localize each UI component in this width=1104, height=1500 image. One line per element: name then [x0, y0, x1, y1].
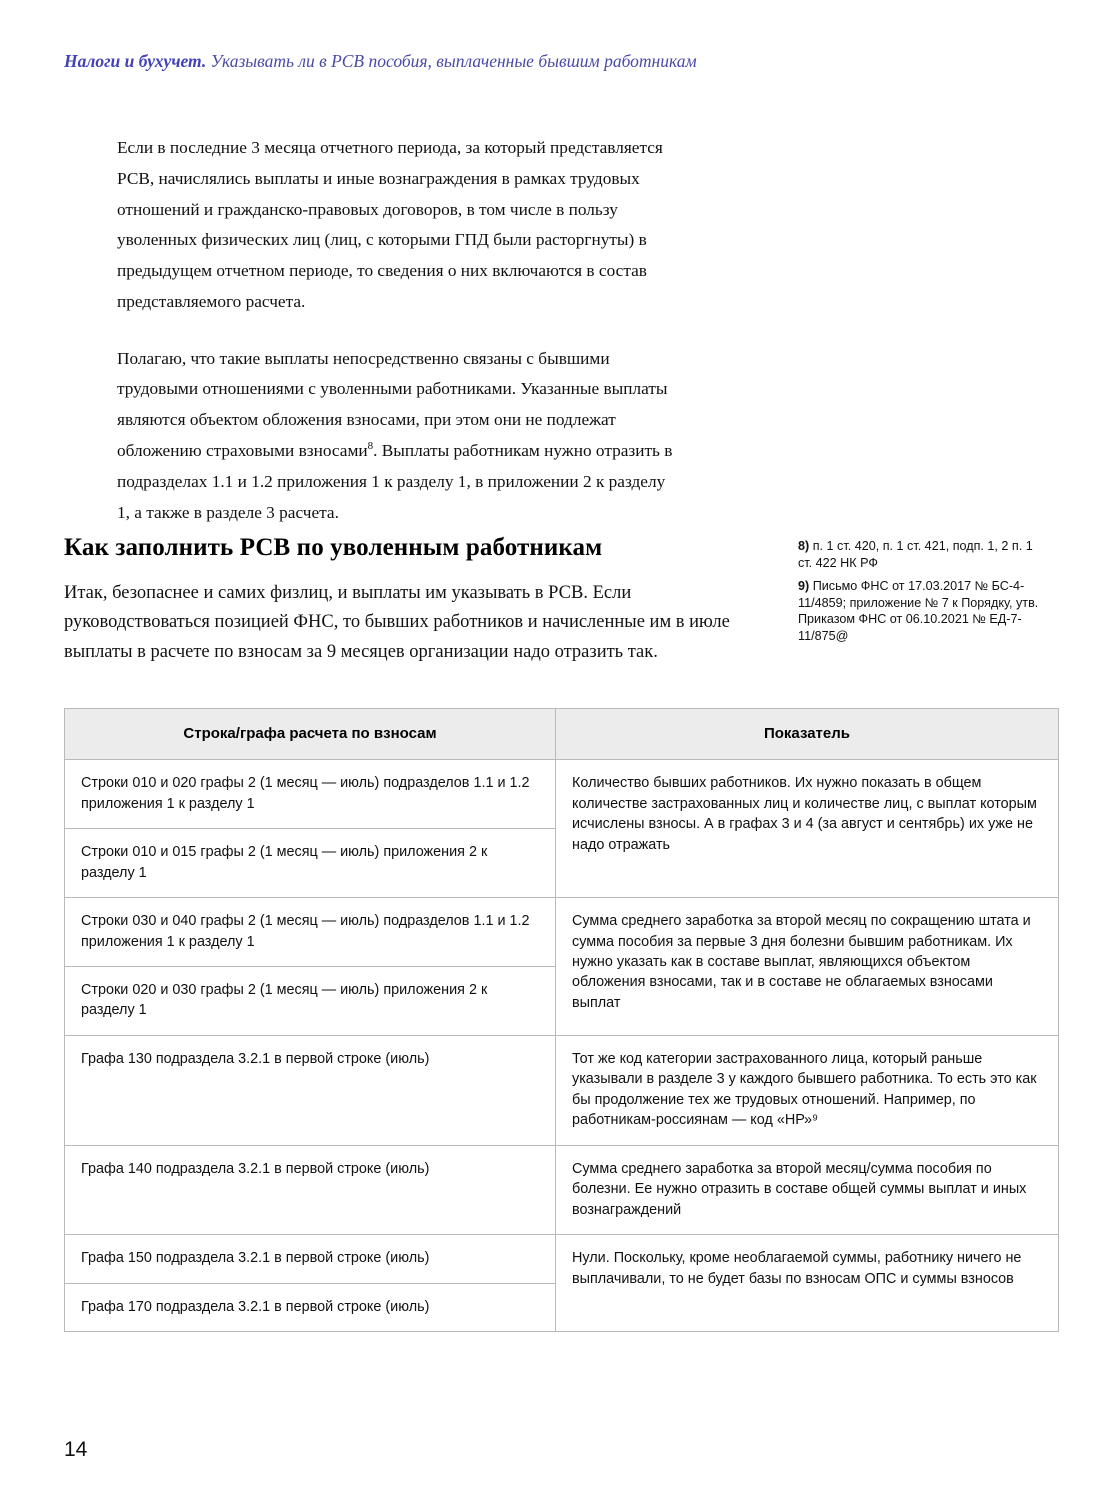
paragraph-1: Если в последние 3 месяца отчетного периода, за который представляется РСВ, начислялись выплаты и иные вознаграждения в рамках трудовых отношений и гражданско-правовых договоров, в том числе в пользу уволенных физических лиц (лиц, с которыми ГПД были расторгнуты) в предыдущем отчетном периоде, то сведения о них включаются в состав представляемого расчета. [117, 138, 663, 311]
table-cell-line: Строки 010 и 020 графы 2 (1 месяц — июль) подразделов 1.1 и 1.2 приложения 1 к разделу 1 [65, 760, 556, 829]
table-cell-line: Графа 140 подраздела 3.2.1 в первой строке (июль) [65, 1145, 556, 1234]
page-number: 14 [64, 1438, 88, 1461]
table-body [65, 760, 1059, 1332]
rsv-table [64, 708, 1059, 1332]
margin-note-8-number: 8) [798, 539, 810, 553]
table-cell-line: Строки 030 и 040 графы 2 (1 месяц — июль) подразделов 1.1 и 1.2 приложения 1 к разделу 1 [65, 898, 556, 967]
table-head [65, 709, 1059, 760]
running-header [64, 50, 1044, 73]
table-header-row [65, 709, 1059, 760]
paragraph-2-text-a: Полагаю, что такие выплаты непосредственно связаны с бывшими трудовыми отношениями с уволенными работниками. Указанные выплаты являются объектом обложения взносами, при этом они не подлежат обложению страховыми взносами [117, 348, 668, 461]
table-cell-indicator: Нули. Поскольку, кроме необлагаемой суммы, работнику ничего не выплачивали, то не будет базы по взносам ОПС и суммы взносов [556, 1235, 1059, 1332]
running-header-title: Указывать ли в РСВ пособия, выплаченные бывшим работникам [206, 51, 697, 71]
table-cell-line: Графа 170 подраздела 3.2.1 в первой строке (июль) [65, 1283, 556, 1331]
table-row [65, 1235, 1059, 1283]
table-cell-indicator: Тот же код категории застрахованного лица, который раньше указывали в разделе 3 у каждого бывшего работника. То есть это как бы продолжение тех же трудовых отношений. Например, по работникам-россиянам — код «НР»⁹ [556, 1035, 1059, 1145]
table-row [65, 898, 1059, 967]
margin-note-8-text: п. 1 ст. 420, п. 1 ст. 421, подп. 1, 2 п. 1 ст. 422 НК РФ [798, 539, 1033, 570]
table-row [65, 760, 1059, 829]
footnote-ref-8: 8 [367, 440, 374, 453]
margin-note-9-number: 9) [798, 579, 810, 594]
margin-notes [798, 538, 1046, 652]
table-row [65, 1035, 1059, 1145]
margin-note-9 [798, 578, 1046, 644]
table-row [65, 1145, 1059, 1234]
table-cell-indicator: Сумма среднего заработка за второй месяц/сумма пособия по болезни. Ее нужно отразить в составе общей суммы выплат и иных вознаграждений [556, 1145, 1059, 1234]
table-cell-line: Графа 150 подраздела 3.2.1 в первой строке (июль) [65, 1235, 556, 1283]
table-cell-indicator: Сумма среднего заработка за второй месяц по сокращению штата и сумма пособия за первые 3 дня болезни бывшим работникам. Их нужно указать как в составе выплат, являющихся объектом обложения взносами, так и в составе не облагаемых взносами выплат [556, 898, 1059, 1036]
table-cell-indicator: Количество бывших работников. Их нужно показать в общем количестве застрахованных лиц и количестве лиц, с выплат которым исчислены взносы. А в графах 3 и 4 (за август и сентябрь) их уже не надо отражать [556, 760, 1059, 898]
table-cell-line: Строки 020 и 030 графы 2 (1 месяц — июль) приложения 2 к разделу 1 [65, 967, 556, 1036]
body-column [117, 133, 677, 554]
table-cell-line: Строки 010 и 015 графы 2 (1 месяц — июль) приложения 2 к разделу 1 [65, 829, 556, 898]
table-header-cell-line: Строка/графа расчета по взносам [65, 709, 556, 760]
running-header-section: Налоги и бухучет. [64, 51, 207, 71]
section-intro-paragraph: Итак, безопаснее и самих физлиц, и выплаты им указывать в РСВ. Если руководствоваться позицией ФНС, то бывших работников и начисленные им в июле выплаты в расчете по взносам за 9 месяцев организации надо отразить так. [64, 582, 730, 663]
section-heading: Как заполнить РСВ по уволенным работникам [64, 533, 603, 561]
margin-note-8 [798, 538, 1046, 571]
table-header-cell-indicator: Показатель [556, 709, 1059, 760]
table-cell-line: Графа 130 подраздела 3.2.1 в первой строке (июль) [65, 1035, 556, 1145]
paragraph-2-text-b: . Выплаты работникам нужно отразить в подразделах 1.1 и 1.2 приложения 1 к разделу 1, в приложении 2 к разделу 1, а также в разделе 3 расчета. [117, 441, 673, 522]
paragraph-2 [117, 344, 677, 529]
margin-note-9-text: Письмо ФНС от 17.03.2017 № БС-4-11/4859; приложение № 7 к Порядку, утв. Приказом ФНС от 06.10.2021 № ЕД-7-11/875@ [798, 579, 1039, 644]
